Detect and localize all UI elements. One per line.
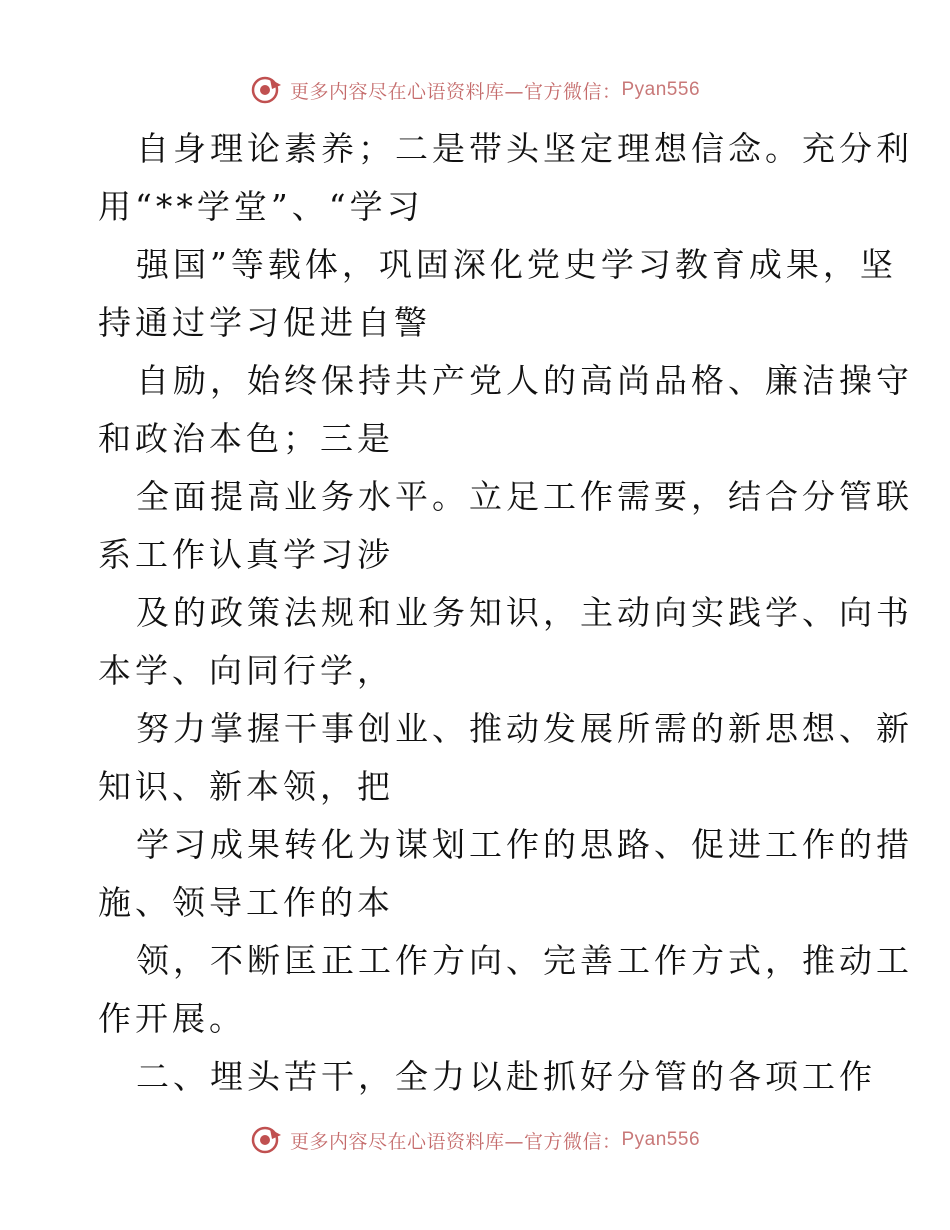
text-line: 持通过学习促进自警 bbox=[98, 303, 431, 342]
text-line: 和政治本色；三是 bbox=[98, 419, 394, 458]
watermark-account: Pyan556 bbox=[621, 79, 701, 100]
text-line: 强国”等载体，巩固深化党史学习教育成果，坚 bbox=[136, 245, 897, 284]
text-line: 作开展。 bbox=[98, 999, 246, 1038]
watermark-text: 更多内容尽在心语资料库—官方微信： bbox=[289, 1130, 622, 1153]
text-line: 自励，始终保持共产党人的高尚品格、廉洁操守 bbox=[136, 361, 913, 400]
logo-icon bbox=[250, 75, 284, 105]
text-line: 努力掌握干事创业、推动发展所需的新思想、新 bbox=[136, 709, 913, 748]
text-line: 知识、新本领，把 bbox=[98, 767, 394, 806]
text-line: 本学、向同行学， bbox=[98, 651, 394, 690]
logo-icon bbox=[250, 1125, 284, 1155]
text-line: 二、埋头苦干，全力以赴抓好分管的各项工作 bbox=[136, 1057, 876, 1096]
text-line: 用“**学堂”、“学习 bbox=[98, 187, 424, 226]
watermark-header bbox=[0, 70, 950, 110]
text-line: 系工作认真学习涉 bbox=[98, 535, 394, 574]
text-line: 学习成果转化为谋划工作的思路、促进工作的措 bbox=[136, 825, 913, 864]
text-line: 自身理论素养；二是带头坚定理想信念。充分利 bbox=[136, 129, 913, 168]
watermark-account: Pyan556 bbox=[621, 1129, 701, 1150]
text-line: 领，不断匡正工作方向、完善工作方式，推动工 bbox=[136, 941, 913, 980]
text-line: 全面提高业务水平。立足工作需要，结合分管联 bbox=[136, 477, 913, 516]
text-line: 施、领导工作的本 bbox=[98, 883, 394, 922]
text-line: 及的政策法规和业务知识，主动向实践学、向书 bbox=[136, 593, 913, 632]
document-body bbox=[98, 120, 913, 1106]
watermark-footer bbox=[0, 1120, 950, 1160]
watermark-text: 更多内容尽在心语资料库—官方微信： bbox=[289, 80, 622, 103]
